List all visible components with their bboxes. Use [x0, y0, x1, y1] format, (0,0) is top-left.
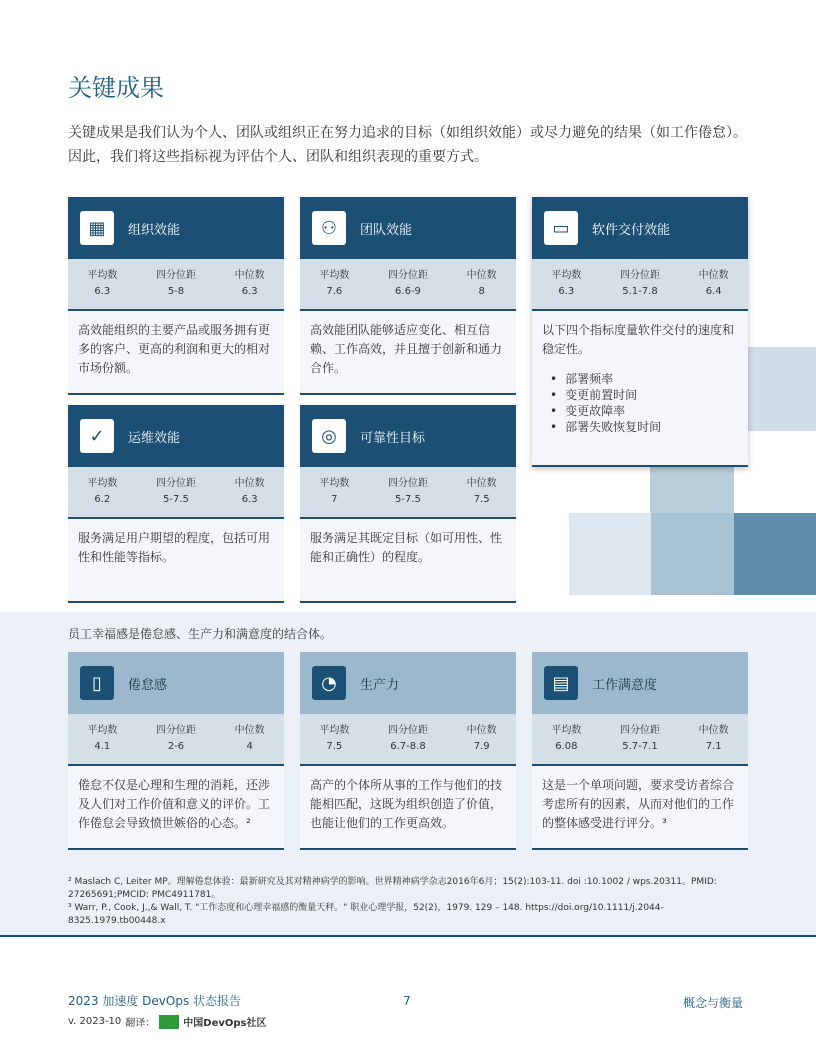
metric-list — [542, 371, 738, 435]
version: v. 2023-10 — [68, 1016, 122, 1027]
stat — [388, 723, 428, 755]
deco-square — [734, 513, 816, 595]
card-stats — [532, 259, 748, 311]
card-header — [68, 405, 284, 467]
stat — [235, 723, 265, 755]
stat — [467, 268, 497, 300]
translate-label: 翻译： — [125, 1018, 156, 1029]
card-title: 生产力 — [360, 677, 400, 693]
stat — [388, 476, 428, 508]
stat — [156, 268, 196, 300]
card-header — [300, 405, 516, 467]
stat-label: 四分位距 — [387, 478, 428, 489]
stat-label: 平均数 — [87, 478, 118, 489]
card-title: 倦怠感 — [128, 677, 168, 693]
target-icon: ◎ — [312, 419, 346, 453]
section-name: 概念与衡量 — [683, 996, 744, 1010]
stat-label: 四分位距 — [155, 725, 196, 736]
card-title: 组织效能 — [128, 222, 181, 238]
stat-value: 5-8 — [167, 286, 185, 297]
stat-label: 四分位距 — [387, 270, 428, 281]
gauge-icon: ◔ — [312, 666, 346, 700]
stat-value: 5.1-7.8 — [622, 286, 658, 297]
stat-value: 7 — [331, 494, 338, 505]
card-stats — [300, 714, 516, 766]
intro-text: 关键成果是我们认为个人、团队或组织正在努力追求的目标（如组织效能）或尽力避免的结果（如工作倦怠）。因此，我们将这些指标视为评估个人、团队和组织表现的重要方式。 — [68, 125, 747, 165]
stat-label: 四分位距 — [619, 270, 660, 281]
stat-value: 7.5 — [326, 741, 343, 752]
stat-value: 6.2 — [94, 494, 111, 505]
metric-list-item: • 变更故障率 — [550, 403, 738, 419]
stat-label: 平均数 — [319, 478, 350, 489]
card-header — [68, 197, 284, 259]
stat — [467, 476, 497, 508]
stat-value: 6.6-9 — [395, 286, 421, 297]
footnote-3: ³ Warr, P., Cook, J.,& Wall, T. "工作态度和心理幸福感的衡量天秤。" 职业心理学报，52(2)，1979. 129 – 148. https://doi.org/10.1111/j.2044-8325.1979.tb00448.x — [68, 903, 664, 926]
metric-list-item: • 部署失败恢复时间 — [550, 419, 738, 435]
battery-icon: ▯ — [80, 666, 114, 700]
stat-label: 四分位距 — [155, 270, 196, 281]
card-description — [68, 519, 284, 577]
card-header — [532, 197, 748, 259]
card-header — [68, 652, 284, 714]
card-stats — [68, 467, 284, 519]
stat-label: 中位数 — [466, 725, 497, 736]
metric-list-item: • 部署频率 — [550, 371, 738, 387]
stat — [319, 476, 349, 508]
stat-value: 7.6 — [326, 286, 343, 297]
stat-label: 中位数 — [698, 270, 729, 281]
card-header — [300, 197, 516, 259]
page-number: 7 — [403, 994, 411, 1008]
card-header — [300, 652, 516, 714]
metric-card — [532, 197, 748, 467]
clipboard-check-icon: ✓ — [80, 419, 114, 453]
card-title: 软件交付效能 — [592, 222, 671, 238]
stat-value: 5-7.5 — [395, 494, 421, 505]
stat-label: 中位数 — [466, 478, 497, 489]
stat-value: 6.4 — [705, 286, 722, 297]
stat-value: 6.3 — [558, 286, 575, 297]
stat — [551, 723, 581, 755]
stat-label: 中位数 — [466, 270, 497, 281]
stat-label: 平均数 — [551, 725, 582, 736]
stat-label: 平均数 — [87, 270, 118, 281]
stat — [156, 476, 196, 508]
building-icon: ▦ — [80, 211, 114, 245]
deco-square — [569, 513, 651, 595]
stat-value: 4 — [246, 741, 253, 752]
stat — [235, 268, 265, 300]
stat — [551, 268, 581, 300]
report-title: 2023 加速度 DevOps 状态报告 — [68, 994, 242, 1008]
stat — [87, 268, 117, 300]
card-desc-text: 以下四个指标度量软件交付的速度和稳定性。 — [542, 323, 735, 356]
stat-value: 7.5 — [473, 494, 490, 505]
card-desc-text: 高效能团队能够适应变化、相互信赖、工作高效，并且擅于创新和通力合作。 — [310, 323, 503, 375]
card-stats — [532, 714, 748, 766]
deco-square — [748, 347, 816, 431]
stat-label: 中位数 — [234, 270, 265, 281]
stat — [319, 268, 349, 300]
card-title: 可靠性目标 — [360, 430, 426, 446]
stat — [467, 723, 497, 755]
team-icon: ⚇ — [312, 211, 346, 245]
card-desc-text: 高效能组织的主要产品或服务拥有更多的客户、更高的利润和更大的相对市场份额。 — [78, 323, 271, 375]
metric-list-item: • 变更前置时间 — [550, 387, 738, 403]
page-title: 关键成果 — [68, 74, 164, 102]
stat-label: 四分位距 — [619, 725, 660, 736]
stat-label: 四分位距 — [155, 478, 196, 489]
stat-value: 7.9 — [473, 741, 490, 752]
stat-value: 8 — [478, 286, 485, 297]
stat-value: 6.3 — [94, 286, 111, 297]
stat — [699, 268, 729, 300]
metric-card — [68, 405, 284, 603]
stat — [156, 723, 196, 755]
deco-square — [650, 465, 734, 513]
footnote-2: ² Maslach C, Leiter MP。理解倦怠体验：最新研究及其对精神病学的影响。世界精神病学杂志2016年6月；15(2):103-11. doi :10.1002 / wps.20311。PMID: 27265691;PMCID: PMC4911781。 — [68, 877, 717, 900]
card-desc-text: 服务满足其既定目标（如可用性、性能和正确性）的程度。 — [310, 531, 503, 564]
stat — [620, 268, 660, 300]
card-description — [300, 519, 516, 577]
card-title: 运维效能 — [128, 430, 181, 446]
stat-value: 6.7-8.8 — [390, 741, 426, 752]
stat-label: 中位数 — [698, 725, 729, 736]
stat — [87, 723, 117, 755]
metric-card — [68, 197, 284, 395]
stat-label: 中位数 — [234, 725, 265, 736]
stat-value: 6.3 — [241, 494, 258, 505]
card-desc-text: 服务满足用户期望的程度，包括可用性和性能等指标。 — [78, 531, 271, 564]
chat-icon: ▤ — [544, 666, 578, 700]
card-stats — [68, 714, 284, 766]
metric-card — [300, 405, 516, 603]
stat-value: 2-6 — [167, 741, 185, 752]
stat-label: 平均数 — [319, 270, 350, 281]
card-description — [532, 311, 748, 445]
stat-label: 中位数 — [234, 478, 265, 489]
stat-label: 平均数 — [319, 725, 350, 736]
card-desc-text: 倦怠不仅是心理和生理的消耗，还涉及人们对工作价值和意义的评价。工作倦怠会导致愤世嫉俗的心态。² — [78, 778, 271, 830]
stat-value: 6.3 — [241, 286, 258, 297]
stat — [87, 476, 117, 508]
stat-value: 7.1 — [705, 741, 722, 752]
card-stats — [300, 467, 516, 519]
card-stats — [68, 259, 284, 311]
deco-square — [651, 513, 734, 595]
card-description — [532, 766, 748, 843]
card-description — [300, 311, 516, 388]
card-desc-text: 高产的个体所从事的工作与他们的技能相匹配，这既为组织创造了价值，也能让他们的工作更高效。 — [310, 778, 503, 830]
card-description — [68, 766, 284, 843]
card-stats — [300, 259, 516, 311]
stat — [620, 723, 660, 755]
stat-label: 平均数 — [551, 270, 582, 281]
stat-value: 5-7.5 — [163, 494, 189, 505]
community-name: 中国DevOps社区 — [183, 1018, 267, 1029]
card-description — [300, 766, 516, 843]
window-icon: ▭ — [544, 211, 578, 245]
card-header — [532, 652, 748, 714]
card-description — [68, 311, 284, 388]
metric-card — [300, 652, 516, 850]
metric-card — [300, 197, 516, 395]
stat — [699, 723, 729, 755]
footer-meta — [68, 1014, 267, 1029]
card-title: 团队效能 — [360, 222, 413, 238]
devops-logo-icon — [159, 1015, 179, 1029]
stat-value: 5.7-7.1 — [622, 741, 658, 752]
stat — [388, 268, 428, 300]
stat — [319, 723, 349, 755]
footnotes — [68, 876, 748, 928]
metric-card — [532, 652, 748, 850]
card-title: 工作满意度 — [592, 677, 658, 693]
wellbeing-text: 员工幸福感是倦怠感、生产力和满意度的结合体。 — [68, 627, 333, 641]
stat-label: 平均数 — [87, 725, 118, 736]
stat-label: 四分位距 — [387, 725, 428, 736]
metric-card — [68, 652, 284, 850]
card-desc-text: 这是一个单项问题，要求受访者综合考虑所有的因素，从而对他们的工作的整体感受进行评分。³ — [542, 778, 735, 830]
stat — [235, 476, 265, 508]
stat-value: 4.1 — [94, 741, 111, 752]
stat-value: 6.08 — [555, 741, 578, 752]
